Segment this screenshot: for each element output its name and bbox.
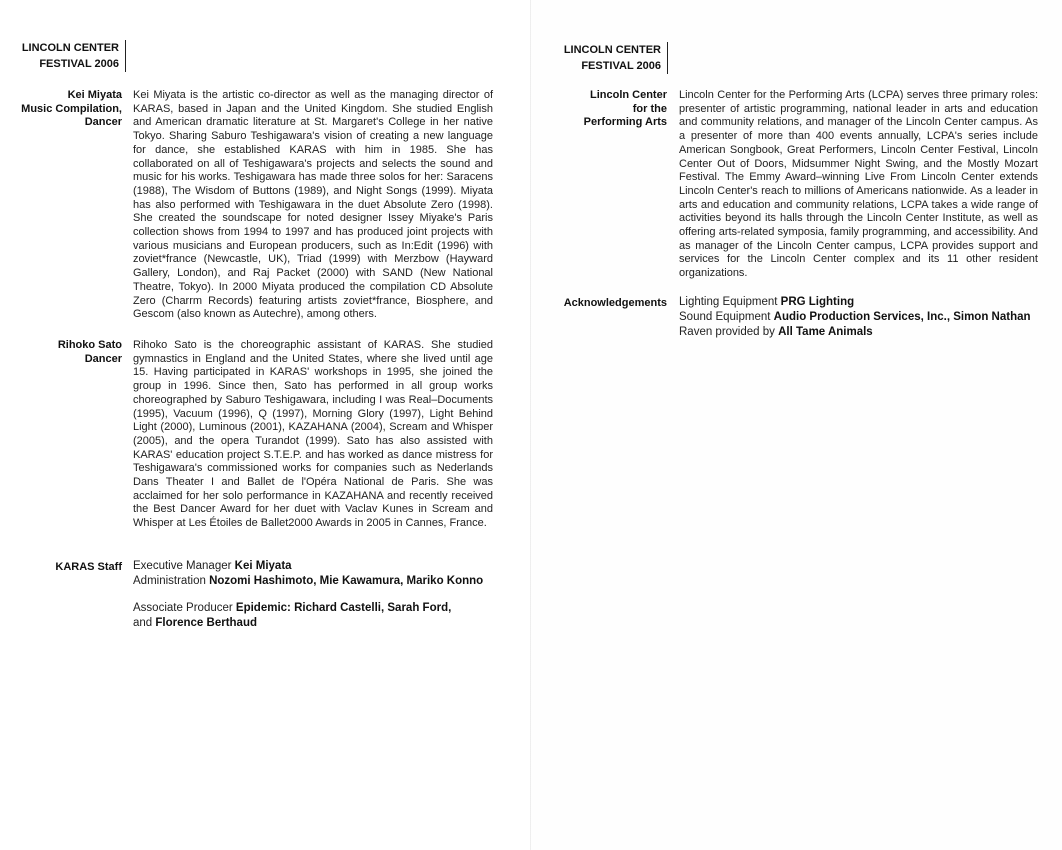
credit-role: Sound Equipment bbox=[679, 311, 771, 323]
credit-role: Raven provided by bbox=[679, 326, 775, 338]
credit-line bbox=[679, 325, 1054, 340]
festival-header-line: FESTIVAL 2006 bbox=[39, 58, 119, 70]
bio-text: Kei Miyata is the artistic co-director as well as the managing director of KARAS, based in Japan and the United Kingdom. She studied English and American dramatic literature at St. Margaret's College in her native Tokyo. Sharing Saburo Teshigawara's vision of creating a new language for dance, she established KARAS with him in 1985. She has collaborated on all of Teshigawara's projects and selects the sound and music for his works. Teshigawara has made three solos for her: Saracens (1988), The Wisdom of Buttons (1989), and Night Songs (1999). Miyata has also performed with Teshigawara in the duet Absolute Zero (1998). She created the soundscape for noted designer Issey Miyake's Paris collection shows from 1994 to 1997 and has produced joint projects with various musicians and European producers, such as In:Edit (1996) with zoviet*france (Newcastle, UK), Triad (1999) with Merzbow (Hayward Gallery, London), and Raj Packet (2000) with SAND (New National Theatre, Tokyo). In 2000 Miyata produced the compilation CD Absolute Zero (Charrm Records) featuring artists zoviet*france, Biosphere, and Gescom (also known as Autechre), among others. bbox=[133, 89, 493, 321]
karas-staff-label bbox=[8, 561, 122, 575]
festival-header-line: LINCOLN CENTER bbox=[563, 44, 661, 56]
kei-miyata-label bbox=[8, 89, 122, 130]
credit-role: Executive Manager bbox=[133, 560, 232, 572]
credit-name: All Tame Animals bbox=[778, 326, 873, 338]
label-line: Acknowledgements bbox=[563, 297, 667, 309]
label-line: Performing Arts bbox=[583, 116, 667, 128]
bio-text: Rihoko Sato is the choreographic assistant of KARAS. She studied gymnastics in England and the United States, where she lived until age 15. Having participated in KARAS' workshops in 1995, she joined the group in 1996. Since then, Sato has performed in all group works choreographed by Saburo Teshigawara, including I was Real–Documents (1995), Vacuum (1996), Q (1997), Morning Glory (1997), Light Behind Light (2000), Luminous (2001), KAZAHANA (2004), Scream and Whisper (2005), and the opera Turandot (1999). Sato has also assisted with KARAS' education project S.T.E.P. and has worked as dance mistress for Teshigawara's commissioned works for companies such as Nederlands Dans Theater I and Ballet de l'Opéra National de Paris. She was acclaimed for her solo performance in KAZAHANA and recently received the Best Dancer Award for her duet with Vaclav Kunes in Scream and Whisper at Les Étoiles de Ballet2000 Awards in 2005 in Cannes, France. bbox=[133, 339, 493, 530]
acknowledgements-credits bbox=[679, 295, 1054, 340]
description-text: Lincoln Center for the Performing Arts (LCPA) serves three primary roles: presenter of artistic programming, national leader in arts and education and community relations, and manager of the Lincoln Center campus. As a presenter of more than 400 events annually, LCPA's series include American Songbook, Great Performers, Lincoln Center Festival, Lincoln Center Out of Doors, Midsummer Night Swing, and the Mostly Mozart Festival. The Emmy Award–winning Live From Lincoln Center extends Lincoln Center's reach to millions of Americans nationwide. As a leader in arts and education and community relations, LCPA takes a wide range of activities beyond its halls through the Lincoln Center Institute, as well as offering arts-related symposia, family programming, and accessibility. And as manager of the Lincoln Center campus, LCPA provides support and services for the Lincoln Center complex and its 11 other resident organizations. bbox=[679, 89, 1038, 280]
label-line: Dancer bbox=[84, 352, 122, 365]
credit-line bbox=[133, 616, 503, 631]
karas-staff-credits bbox=[133, 559, 503, 631]
credit-line bbox=[679, 295, 1054, 310]
label-line: Rihoko Sato bbox=[57, 339, 122, 351]
label-line: Lincoln Center bbox=[589, 89, 667, 101]
festival-header-line: FESTIVAL 2006 bbox=[581, 60, 661, 72]
credit-line bbox=[133, 601, 503, 616]
credit-role: Administration bbox=[133, 575, 206, 587]
right-page bbox=[531, 0, 1062, 850]
credit-line bbox=[679, 310, 1054, 325]
credit-role: Lighting Equipment bbox=[679, 296, 778, 308]
credit-name: Florence Berthaud bbox=[155, 617, 257, 629]
festival-header-line: LINCOLN CENTER bbox=[21, 42, 119, 54]
credit-name: Nozomi Hashimoto, Mie Kawamura, Mariko Konno bbox=[209, 575, 484, 587]
label-line: for the bbox=[632, 102, 667, 115]
credit-name: PRG Lighting bbox=[780, 296, 855, 308]
label-line: Music Compilation, bbox=[21, 102, 122, 115]
label-line: KARAS Staff bbox=[55, 561, 122, 573]
lcpa-description bbox=[679, 89, 1038, 281]
credit-role: and bbox=[133, 617, 153, 629]
lcpa-label bbox=[553, 89, 667, 130]
credit-name: Epidemic: Richard Castelli, Sarah Ford, bbox=[235, 602, 452, 614]
credit-name: Audio Production Services, Inc., Simon Nathan bbox=[773, 311, 1031, 323]
label-line: Kei Miyata bbox=[67, 89, 122, 101]
credit-line bbox=[133, 574, 503, 589]
credit-role: Associate Producer bbox=[133, 602, 233, 614]
credit-name: Kei Miyata bbox=[234, 560, 292, 572]
credit-line bbox=[133, 559, 503, 574]
festival-header bbox=[20, 40, 126, 72]
label-line: Dancer bbox=[84, 116, 122, 128]
rihoko-sato-bio bbox=[133, 339, 493, 531]
kei-miyata-bio bbox=[133, 89, 493, 322]
acknowledgements-label bbox=[553, 297, 667, 311]
rihoko-sato-label bbox=[8, 339, 122, 366]
festival-header bbox=[561, 42, 668, 74]
